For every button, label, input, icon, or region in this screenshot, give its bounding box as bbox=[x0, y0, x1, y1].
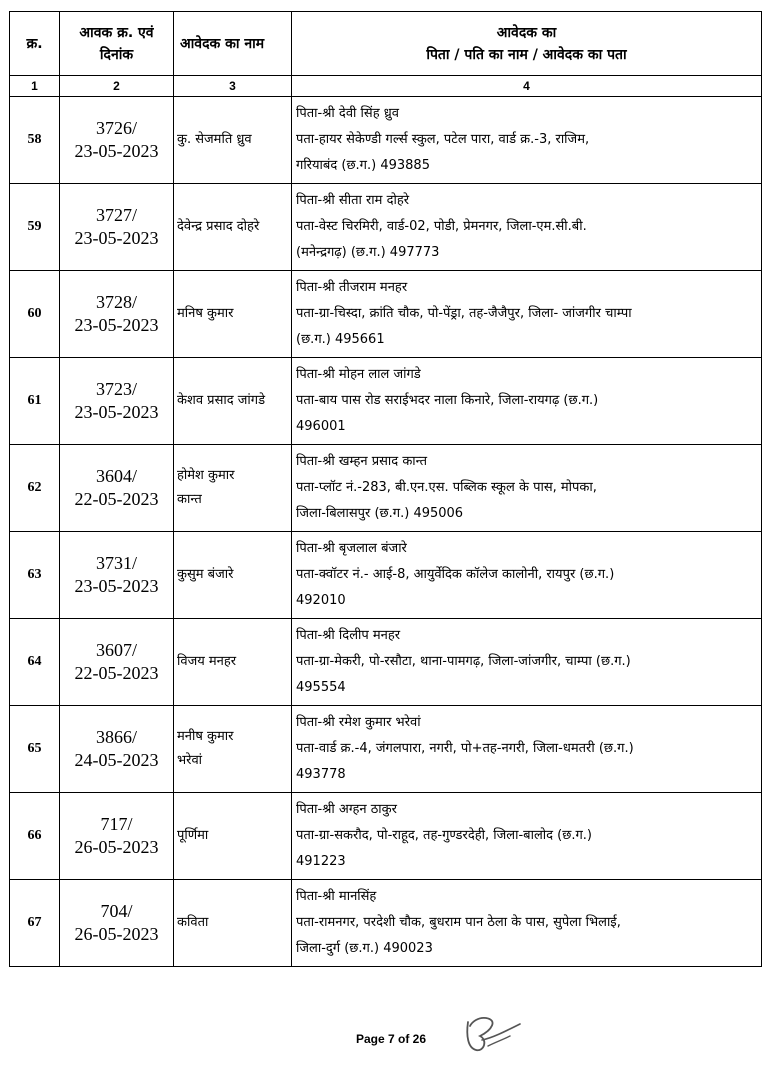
address-line: जिला-बिलासपुर (छ.ग.) 495006 bbox=[296, 506, 464, 521]
inward-date: 22-05-2023 bbox=[74, 489, 159, 509]
serial-number: 63 bbox=[10, 532, 60, 619]
header-inward-line1: आवक क्र. एवं bbox=[79, 24, 154, 41]
parent-address-cell bbox=[292, 271, 762, 358]
inward-date: 23-05-2023 bbox=[74, 402, 159, 422]
parent-name: पिता-श्री तीजराम मनहर bbox=[296, 280, 408, 295]
applicant-name: पूर्णिमा bbox=[177, 828, 209, 843]
address-line: पता-वार्ड क्र.-4, जंगलपारा, नगरी, पो+तह-नगरी, जिला-धमतरी (छ.ग.) bbox=[296, 741, 634, 756]
parent-name: पिता-श्री देवी सिंह ध्रुव bbox=[296, 106, 399, 121]
applicant-name-cell bbox=[174, 706, 292, 793]
table-row bbox=[10, 619, 762, 706]
applicant-name-cell bbox=[174, 184, 292, 271]
header-parent-line2: पिता / पति का नाम / आवेदक का पता bbox=[426, 46, 627, 63]
parent-name: पिता-श्री दिलीप मनहर bbox=[296, 628, 401, 643]
table-row bbox=[10, 793, 762, 880]
inward-date: 24-05-2023 bbox=[74, 750, 159, 770]
serial-number: 59 bbox=[10, 184, 60, 271]
header-inward bbox=[60, 12, 174, 76]
address-line: पता-ग्रा-सकरौद, पो-राहूद, तह-गुण्डरदेही, जिला-बालोद (छ.ग.) bbox=[296, 828, 593, 843]
inward-number: 704/ bbox=[100, 901, 133, 921]
serial-number: 67 bbox=[10, 880, 60, 967]
column-number-row bbox=[10, 76, 762, 97]
serial-number: 60 bbox=[10, 271, 60, 358]
applicant-name-cell bbox=[174, 271, 292, 358]
inward-date: 23-05-2023 bbox=[74, 576, 159, 596]
applicant-name-cell bbox=[174, 532, 292, 619]
applicant-name-cell bbox=[174, 880, 292, 967]
header-applicant-name: आवेदक का नाम bbox=[174, 12, 292, 76]
serial-number: 65 bbox=[10, 706, 60, 793]
applicant-name: होमेश कुमार bbox=[177, 468, 235, 483]
address-line: 493778 bbox=[296, 767, 346, 782]
inward-number: 717/ bbox=[100, 814, 133, 834]
parent-name: पिता-श्री मोहन लाल जांगडे bbox=[296, 367, 421, 382]
inward-number: 3726/ bbox=[95, 118, 137, 138]
inward-date: 26-05-2023 bbox=[74, 924, 159, 944]
inward-cell bbox=[60, 97, 174, 184]
parent-address-cell bbox=[292, 184, 762, 271]
applicant-name: देवेन्द्र प्रसाद दोहरे bbox=[177, 219, 260, 234]
column-number: 1 bbox=[10, 76, 60, 97]
parent-address-cell bbox=[292, 880, 762, 967]
parent-address-cell bbox=[292, 706, 762, 793]
applicant-name-cell bbox=[174, 793, 292, 880]
parent-address-cell bbox=[292, 793, 762, 880]
applicant-name-cell bbox=[174, 445, 292, 532]
address-line: पता-रामनगर, परदेशी चौक, बुधराम पान ठेला के पास, सुपेला भिलाई, bbox=[296, 915, 621, 930]
applicant-name: केशव प्रसाद जांगडे bbox=[177, 393, 266, 408]
applicant-name: मनीष कुमार bbox=[177, 729, 234, 744]
address-line: (छ.ग.) 495661 bbox=[296, 332, 385, 347]
applicant-name-cell bbox=[174, 97, 292, 184]
address-line: (मनेन्द्रगढ़) (छ.ग.) 497773 bbox=[296, 245, 440, 260]
parent-address-cell bbox=[292, 532, 762, 619]
parent-name: पिता-श्री अग्हन ठाकुर bbox=[296, 802, 397, 817]
inward-date: 23-05-2023 bbox=[74, 315, 159, 335]
inward-date: 23-05-2023 bbox=[74, 228, 159, 248]
inward-cell bbox=[60, 880, 174, 967]
address-line: पता-ग्रा-चिस्दा, क्रांति चौक, पो-पेंड्रा, तह-जैजैपुर, जिला- जांजगीर चाम्पा bbox=[296, 306, 632, 321]
applicant-name-cell bbox=[174, 619, 292, 706]
address-line: 492010 bbox=[296, 593, 346, 608]
applicant-name: विजय मनहर bbox=[177, 654, 237, 669]
table-body bbox=[10, 97, 762, 967]
inward-cell bbox=[60, 445, 174, 532]
header-serial: क्र. bbox=[10, 12, 60, 76]
applicant-name: भरेवां bbox=[177, 753, 203, 768]
applicant-name: मनिष कुमार bbox=[177, 306, 234, 321]
parent-name: पिता-श्री रमेश कुमार भरेवां bbox=[296, 715, 421, 730]
applicant-name-cell bbox=[174, 358, 292, 445]
parent-address-cell bbox=[292, 619, 762, 706]
table-row bbox=[10, 184, 762, 271]
address-line: 496001 bbox=[296, 419, 346, 434]
parent-name: पिता-श्री बृजलाल बंजारे bbox=[296, 541, 407, 556]
inward-cell bbox=[60, 271, 174, 358]
inward-cell bbox=[60, 532, 174, 619]
header-inward-line2: दिनांक bbox=[99, 46, 134, 63]
inward-date: 22-05-2023 bbox=[74, 663, 159, 683]
inward-cell bbox=[60, 619, 174, 706]
address-line: 491223 bbox=[296, 854, 346, 869]
applicant-name: कान्त bbox=[177, 492, 202, 507]
table-row bbox=[10, 445, 762, 532]
address-line: पता-वेस्ट चिरमिरी, वार्ड-02, पोडी, प्रेमनगर, जिला-एम.सी.बी. bbox=[296, 219, 587, 234]
column-number: 3 bbox=[174, 76, 292, 97]
header-parent-line1: आवेदक का bbox=[496, 24, 557, 41]
header-parent-address bbox=[292, 12, 762, 76]
inward-cell bbox=[60, 184, 174, 271]
address-line: पता-ग्रा-मेकरी, पो-रसौटा, थाना-पामगढ़, जिला-जांजगीर, चाम्पा (छ.ग.) bbox=[296, 654, 631, 669]
parent-name: पिता-श्री खम्हन प्रसाद कान्त bbox=[296, 454, 428, 469]
inward-date: 26-05-2023 bbox=[74, 837, 159, 857]
applicant-name: कु. सेजमति ध्रुव bbox=[177, 132, 252, 147]
parent-address-cell bbox=[292, 97, 762, 184]
parent-name: पिता-श्री सीता राम दोहरे bbox=[296, 193, 410, 208]
address-line: पता-बाय पास रोड सराईभदर नाला किनारे, जिला-रायगढ़ (छ.ग.) bbox=[296, 393, 599, 408]
table-row bbox=[10, 706, 762, 793]
serial-number: 64 bbox=[10, 619, 60, 706]
inward-cell bbox=[60, 793, 174, 880]
serial-number: 66 bbox=[10, 793, 60, 880]
parent-address-cell bbox=[292, 445, 762, 532]
applicant-table bbox=[9, 11, 762, 967]
page-number: Page 7 of 26 bbox=[355, 1032, 427, 1046]
applicant-name: कविता bbox=[177, 915, 209, 930]
column-number: 2 bbox=[60, 76, 174, 97]
serial-number: 62 bbox=[10, 445, 60, 532]
address-line: जिला-दुर्ग (छ.ग.) 490023 bbox=[296, 941, 433, 956]
parent-address-cell bbox=[292, 358, 762, 445]
address-line: 495554 bbox=[296, 680, 346, 695]
table-row bbox=[10, 880, 762, 967]
parent-name: पिता-श्री मानसिंह bbox=[296, 889, 377, 904]
inward-number: 3607/ bbox=[95, 640, 137, 660]
table-header-row bbox=[10, 12, 762, 76]
table-row bbox=[10, 358, 762, 445]
inward-number: 3723/ bbox=[95, 379, 137, 399]
applicant-name: कुसुम बंजारे bbox=[177, 567, 234, 582]
inward-number: 3728/ bbox=[95, 292, 137, 312]
table-row bbox=[10, 532, 762, 619]
inward-number: 3604/ bbox=[95, 466, 137, 486]
serial-number: 61 bbox=[10, 358, 60, 445]
inward-cell bbox=[60, 706, 174, 793]
address-line: पता-प्लॉट नं.-283, बी.एन.एस. पब्लिक स्कूल के पास, मोपका, bbox=[296, 480, 597, 495]
address-line: पता-क्वॉटर नं.- आई-8, आयुर्वेदिक कॉलेज कालोनी, रायपुर (छ.ग.) bbox=[296, 567, 615, 582]
inward-cell bbox=[60, 358, 174, 445]
serial-number: 58 bbox=[10, 97, 60, 184]
inward-number: 3727/ bbox=[95, 205, 137, 225]
inward-number: 3866/ bbox=[95, 727, 137, 747]
address-line: गरियाबंद (छ.ग.) 493885 bbox=[296, 158, 430, 173]
inward-number: 3731/ bbox=[95, 553, 137, 573]
inward-date: 23-05-2023 bbox=[74, 141, 159, 161]
column-number: 4 bbox=[292, 76, 762, 97]
table-row bbox=[10, 97, 762, 184]
table-row bbox=[10, 271, 762, 358]
address-line: पता-हायर सेकेण्डी गर्ल्स स्कुल, पटेल पारा, वार्ड क्र.-3, राजिम, bbox=[296, 132, 590, 147]
